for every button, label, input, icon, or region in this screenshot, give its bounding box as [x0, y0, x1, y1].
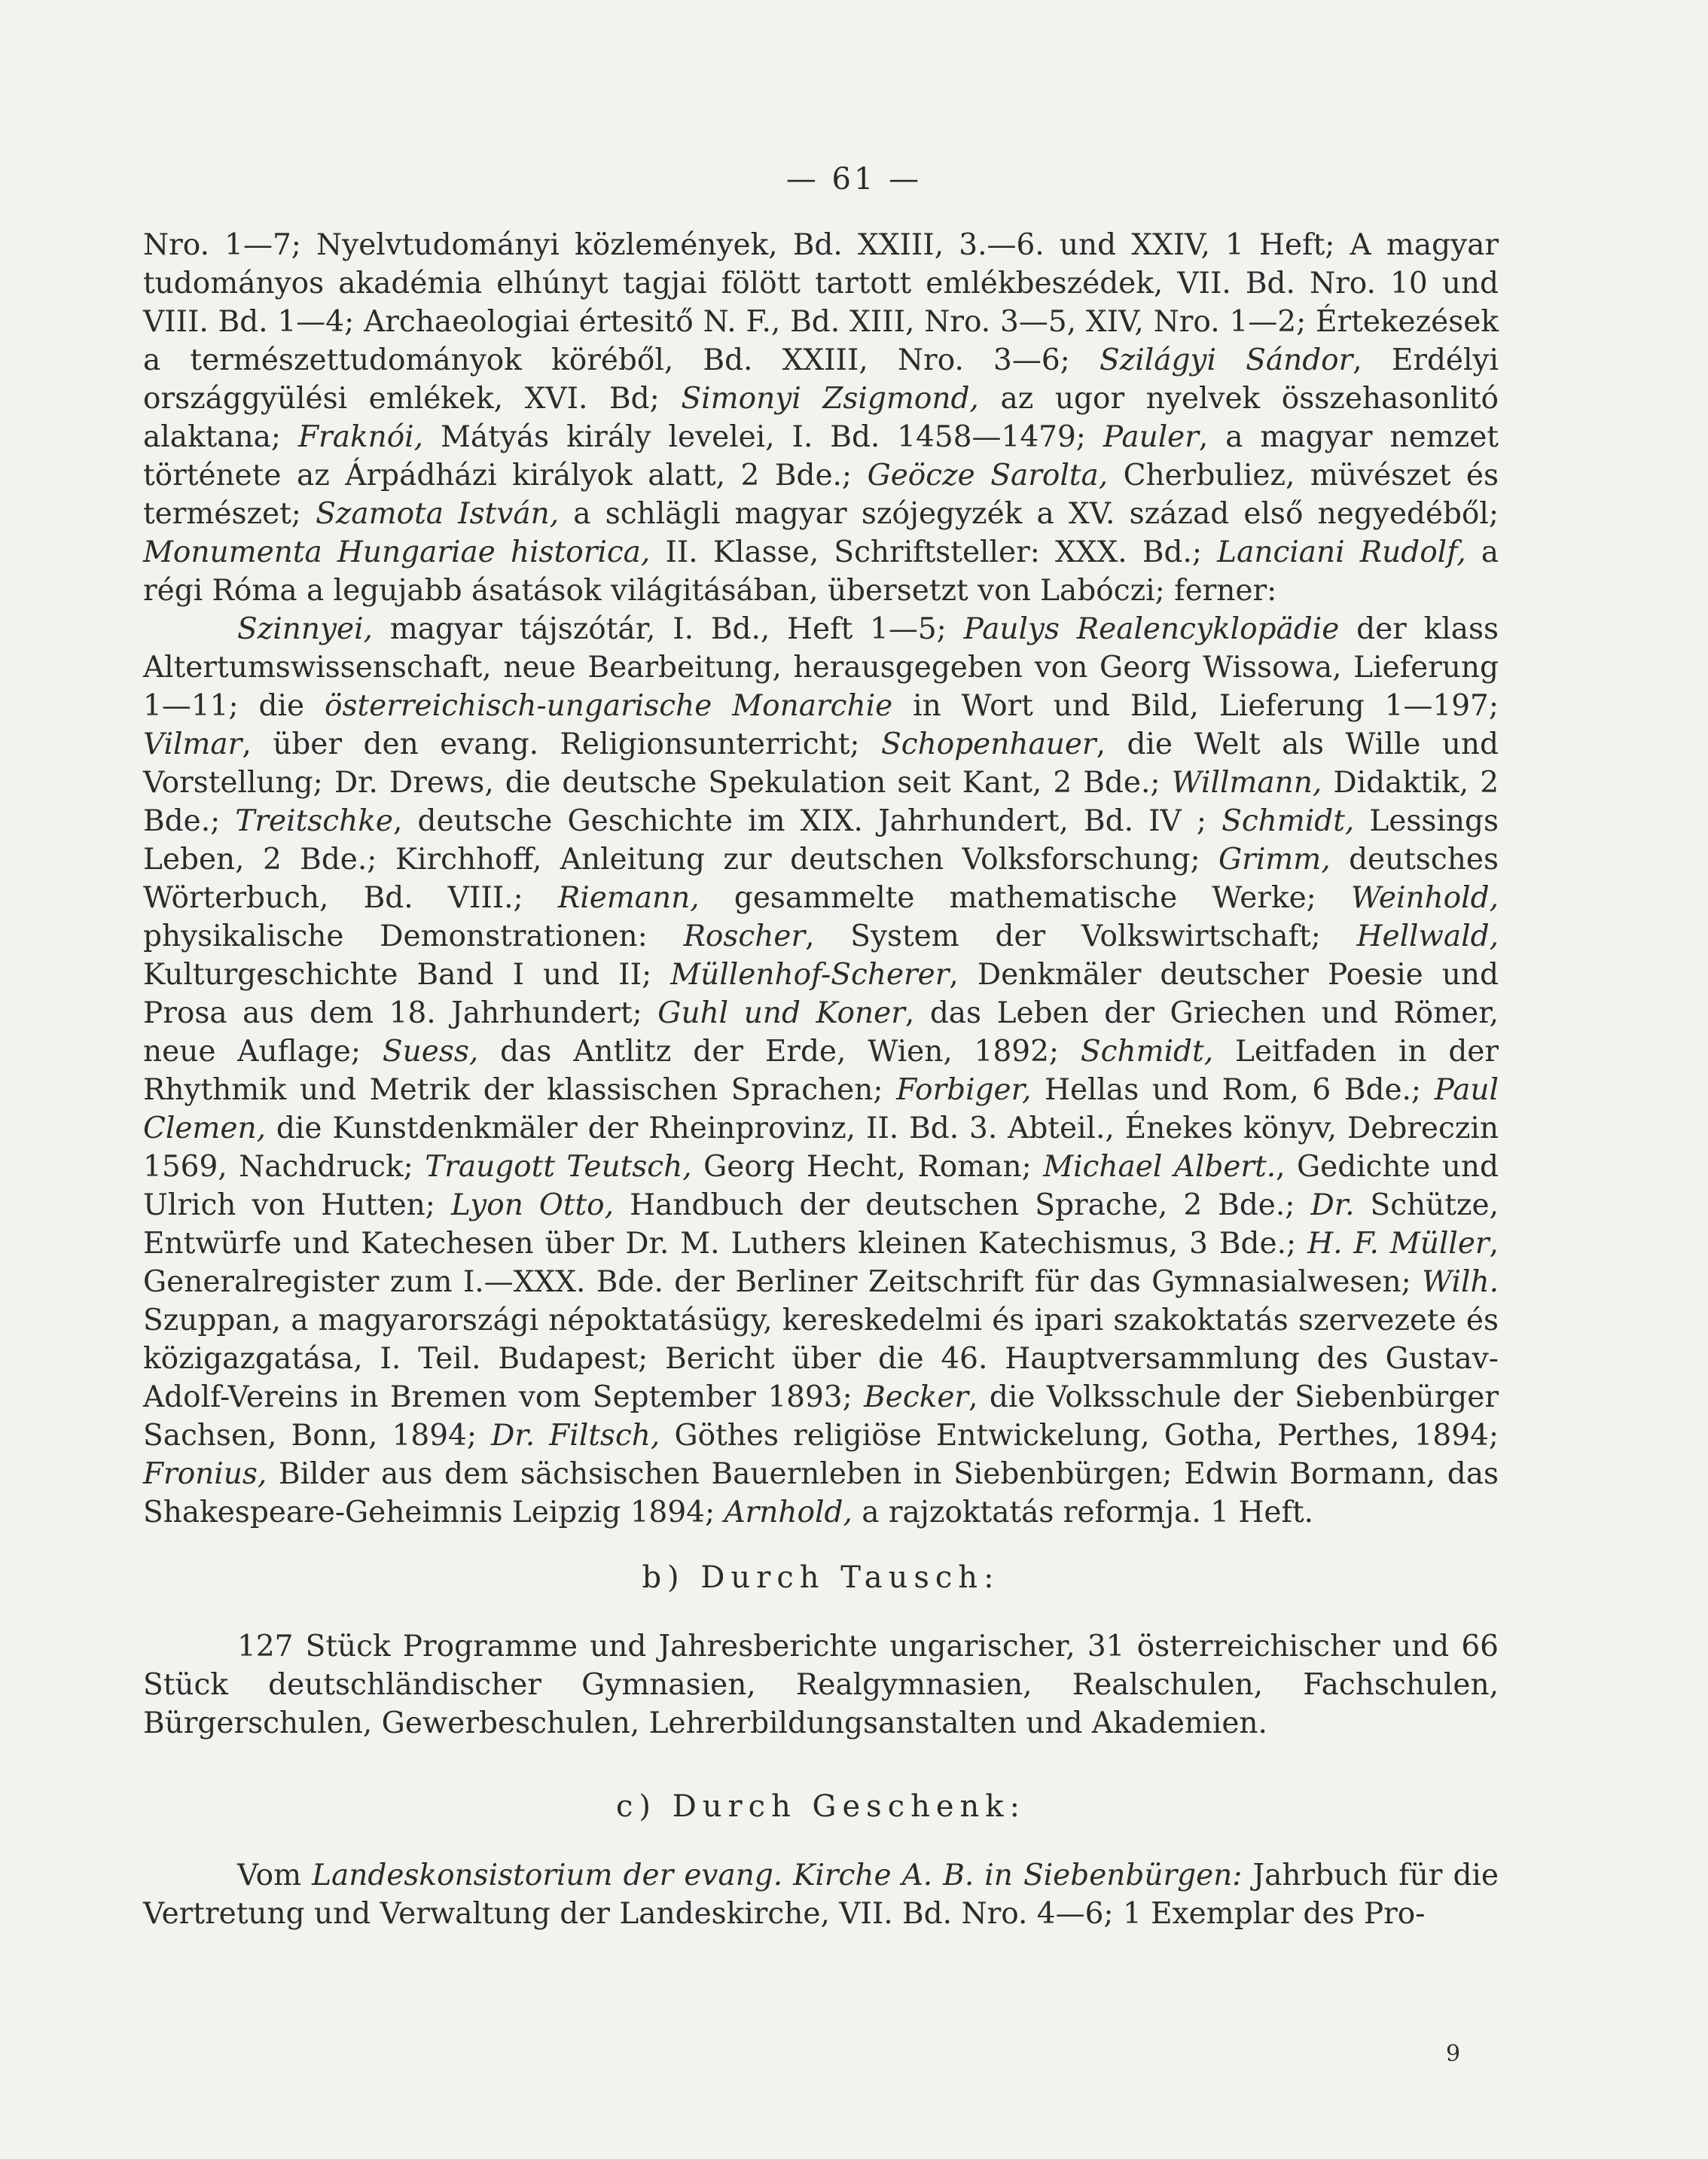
- text-run: magyar tájszótár, I. Bd., Heft 1—5;: [372, 612, 964, 646]
- text-run: , Erdélyi országgyülési emlékek, XVI. Bd;: [143, 343, 1499, 416]
- text-run: a rajzoktatás reformja. 1 Heft.: [852, 1496, 1314, 1529]
- text-run: , die Volksschule der Siebenbürger Sachsen, Bonn, 1894;: [143, 1380, 1499, 1453]
- text-run: , Generalregister zum I.—XXX. Bde. der Berliner Zeitschrift für das Gymnasialwesen;: [143, 1227, 1499, 1299]
- italic-reference: Hellwald,: [1356, 919, 1499, 953]
- italic-reference: Pauler: [1103, 420, 1199, 454]
- text-run: Kulturgeschichte Band I und II;: [143, 958, 671, 992]
- text-run: physikalische Demonstrationen:: [143, 919, 684, 953]
- text-run: , System der Volkswirtschaft;: [805, 919, 1357, 953]
- italic-reference: H. F. Müller: [1307, 1227, 1490, 1261]
- italic-reference: Szilágyi Sándor: [1100, 343, 1353, 377]
- text-run: Leitfaden in der Rhythmik und Metrik der klassischen Sprachen;: [143, 1035, 1499, 1107]
- text-run: a schlägli magyar szójegyzék a XV. század első negyedéből;: [559, 497, 1499, 531]
- signature-mark: 9: [1446, 2041, 1461, 2067]
- italic-reference: Dr.: [1310, 1188, 1355, 1222]
- text-run: Vom: [237, 1859, 313, 1892]
- italic-reference: Monumenta Hungariae historica,: [143, 535, 651, 569]
- section-heading-geschenk: c) Durch Geschenk:: [615, 1789, 1026, 1824]
- italic-reference: Riemann,: [557, 881, 700, 915]
- italic-reference: Lyon Otto,: [450, 1188, 615, 1222]
- italic-reference: Geöcze Sarolta,: [867, 459, 1109, 492]
- italic-reference: Fronius,: [143, 1457, 267, 1491]
- italic-reference: Müllenhof-Scherer: [670, 958, 950, 992]
- italic-reference: Fraknói,: [297, 420, 424, 454]
- italic-reference: Wilh.: [1422, 1265, 1499, 1299]
- text-run: Göthes religiöse Entwickelung, Gotha, Perthes, 1894;: [660, 1419, 1499, 1453]
- italic-reference: Vilmar: [143, 727, 242, 761]
- italic-reference: Paul Clemen,: [143, 1073, 1499, 1145]
- italic-reference: Schopenhauer: [881, 727, 1096, 761]
- italic-reference: Szamota István,: [316, 497, 560, 531]
- text-run: II. Klasse, Schriftsteller: XXX. Bd.;: [650, 535, 1218, 569]
- text-run: in Wort und Bild, Lieferung 1—197;: [892, 689, 1499, 723]
- text-run: das Antlitz der Erde, Wien, 1892;: [478, 1035, 1081, 1069]
- italic-reference: Treitschke: [235, 804, 393, 838]
- italic-reference: Guhl und Koner: [657, 996, 905, 1030]
- paragraph-books: [143, 610, 1499, 1532]
- page-number: — 61 —: [785, 162, 923, 197]
- italic-reference: Forbiger,: [896, 1073, 1032, 1107]
- page-body: [143, 226, 1499, 1933]
- text-run: der klass Altertumswissenschaft, neue Bearbeitung, herausgegeben von Georg Wissowa, Lieferung 1—11; die: [143, 612, 1499, 723]
- italic-reference: Arnhold,: [724, 1496, 852, 1529]
- text-run: , Denkmäler deutscher Poesie und Prosa aus dem 18. Jahrhundert;: [143, 958, 1499, 1030]
- text-run: Handbuch der deutschen Sprache, 2 Bde.;: [614, 1188, 1311, 1222]
- italic-reference: Lanciani Rudolf,: [1217, 535, 1466, 569]
- italic-reference: Roscher: [683, 919, 806, 953]
- text-run: Bilder aus dem sächsischen Bauernleben in Siebenbürgen; Edwin Bormann, das Shakespeare-Geheimnis Leipzig 1894;: [143, 1457, 1499, 1529]
- italic-reference: Willmann,: [1171, 766, 1322, 800]
- text-run: Georg Hecht, Roman;: [691, 1150, 1044, 1184]
- italic-reference: Dr. Filtsch,: [491, 1419, 660, 1453]
- italic-reference: Becker: [864, 1380, 969, 1414]
- italic-reference: Weinhold,: [1350, 881, 1499, 915]
- text-run: Mátyás király levelei, I. Bd. 1458—1479;: [423, 420, 1103, 454]
- italic-reference: Grimm,: [1218, 843, 1331, 877]
- paragraph-periodicals: [143, 226, 1499, 610]
- text-run: , die Welt als Wille und Vorstellung; Dr. Drews, die deutsche Spekulation seit Kant, 2 Bde.;: [143, 727, 1499, 800]
- text-run: , deutsche Geschichte im XIX. Jahrhundert, Bd. IV ;: [392, 804, 1222, 838]
- text-run: az ugor nyelvek összehasonlitó alaktana;: [143, 382, 1499, 454]
- text-run: Szuppan, a magyarországi népoktatásügy, kereskedelmi és ipari szakoktatás szervezete és közigazgatása, I. Teil. Budapest; Bericht über die 46. Hauptversammlung des Gustav-Adolf-Vereins in Bremen vom September 1893;: [143, 1304, 1499, 1414]
- text-run: Jahrbuch für die Vertretung und Verwaltung der Landeskirche, VII. Bd. Nro. 4—6; 1 Exemplar des Pro-: [143, 1859, 1499, 1931]
- text-run: gesammelte mathematische Werke;: [699, 881, 1351, 915]
- paragraph-geschenk: [143, 1856, 1499, 1933]
- text-run: Hellas und Rom, 6 Bde.;: [1031, 1073, 1435, 1107]
- text-run: Nro. 1—7; Nyelvtudományi közlemények, Bd. XXIII, 3.—6. und XXIV, 1 Heft; A magyar tudományos akadémia elhúnyt tagjai fölött tartott emlékbeszédek, VII. Bd. Nro. 10 und VIII. Bd. 1—4; Archaeologiai értesitő N. F., Bd. XIII, Nro. 3—5, XIV, Nro. 1—2; Értekezések a természettudományok köréből, Bd. XXIII, Nro. 3—6;: [143, 228, 1499, 377]
- italic-reference: Simonyi Zsigmond,: [681, 382, 979, 416]
- text-run: , Gedichte und Ulrich von Hutten;: [143, 1150, 1499, 1222]
- italic-reference: Schmidt,: [1080, 1035, 1214, 1069]
- text-run: , das Leben der Griechen und Römer, neue Auflage;: [143, 996, 1499, 1069]
- italic-reference: Suess,: [382, 1035, 479, 1069]
- text-run: , über den evang. Religionsunterricht;: [242, 727, 882, 761]
- text-run: Schütze, Entwürfe und Katechesen über Dr. M. Luthers kleinen Katechismus, 3 Bde.;: [143, 1188, 1499, 1261]
- italic-reference: Michael Albert.: [1043, 1150, 1276, 1184]
- text-run: , a magyar nemzet története az Árpádházi királyok alatt, 2 Bde.;: [143, 420, 1499, 492]
- section-heading-tausch: b) Durch Tausch:: [642, 1560, 1000, 1595]
- italic-reference: österreichisch-ungarische Monarchie: [324, 689, 893, 723]
- text-run: deutsches Wörterbuch, Bd. VIII.;: [143, 843, 1499, 915]
- text-run: Didaktik, 2 Bde.;: [143, 766, 1499, 838]
- italic-reference: Traugott Teutsch,: [425, 1150, 692, 1184]
- text-run: Cherbuliez, müvészet és természet;: [143, 459, 1499, 531]
- italic-reference: Paulys Realencyklopädie: [963, 612, 1340, 646]
- text-run: die Kunstdenkmäler der Rheinprovinz, II. Bd. 3. Abteil., Énekes könyv, Debreczin 1569, Nachdruck;: [143, 1112, 1499, 1184]
- italic-reference: Szinnyei,: [237, 612, 373, 646]
- text-run: Lessings Leben, 2 Bde.; Kirchhoff, Anleitung zur deutschen Volksforschung;: [143, 804, 1499, 877]
- italic-reference: Schmidt,: [1222, 804, 1355, 838]
- italic-reference: Landeskonsistorium der evang. Kirche A. B. in Siebenbürgen:: [312, 1859, 1243, 1892]
- text-run: a régi Róma a legujabb ásatások világitásában, übersetzt von Labóczi; ferner:: [143, 535, 1499, 608]
- paragraph-tausch: 127 Stück Programme und Jahresberichte ungarischer, 31 österreichischer und 66 Stück deutschländischer Gymnasien, Realgymnasien, Realschulen, Fachschulen, Bürgerschulen, Gewerbeschulen, Lehrerbildungsanstalten und Akademien.: [143, 1630, 1499, 1740]
